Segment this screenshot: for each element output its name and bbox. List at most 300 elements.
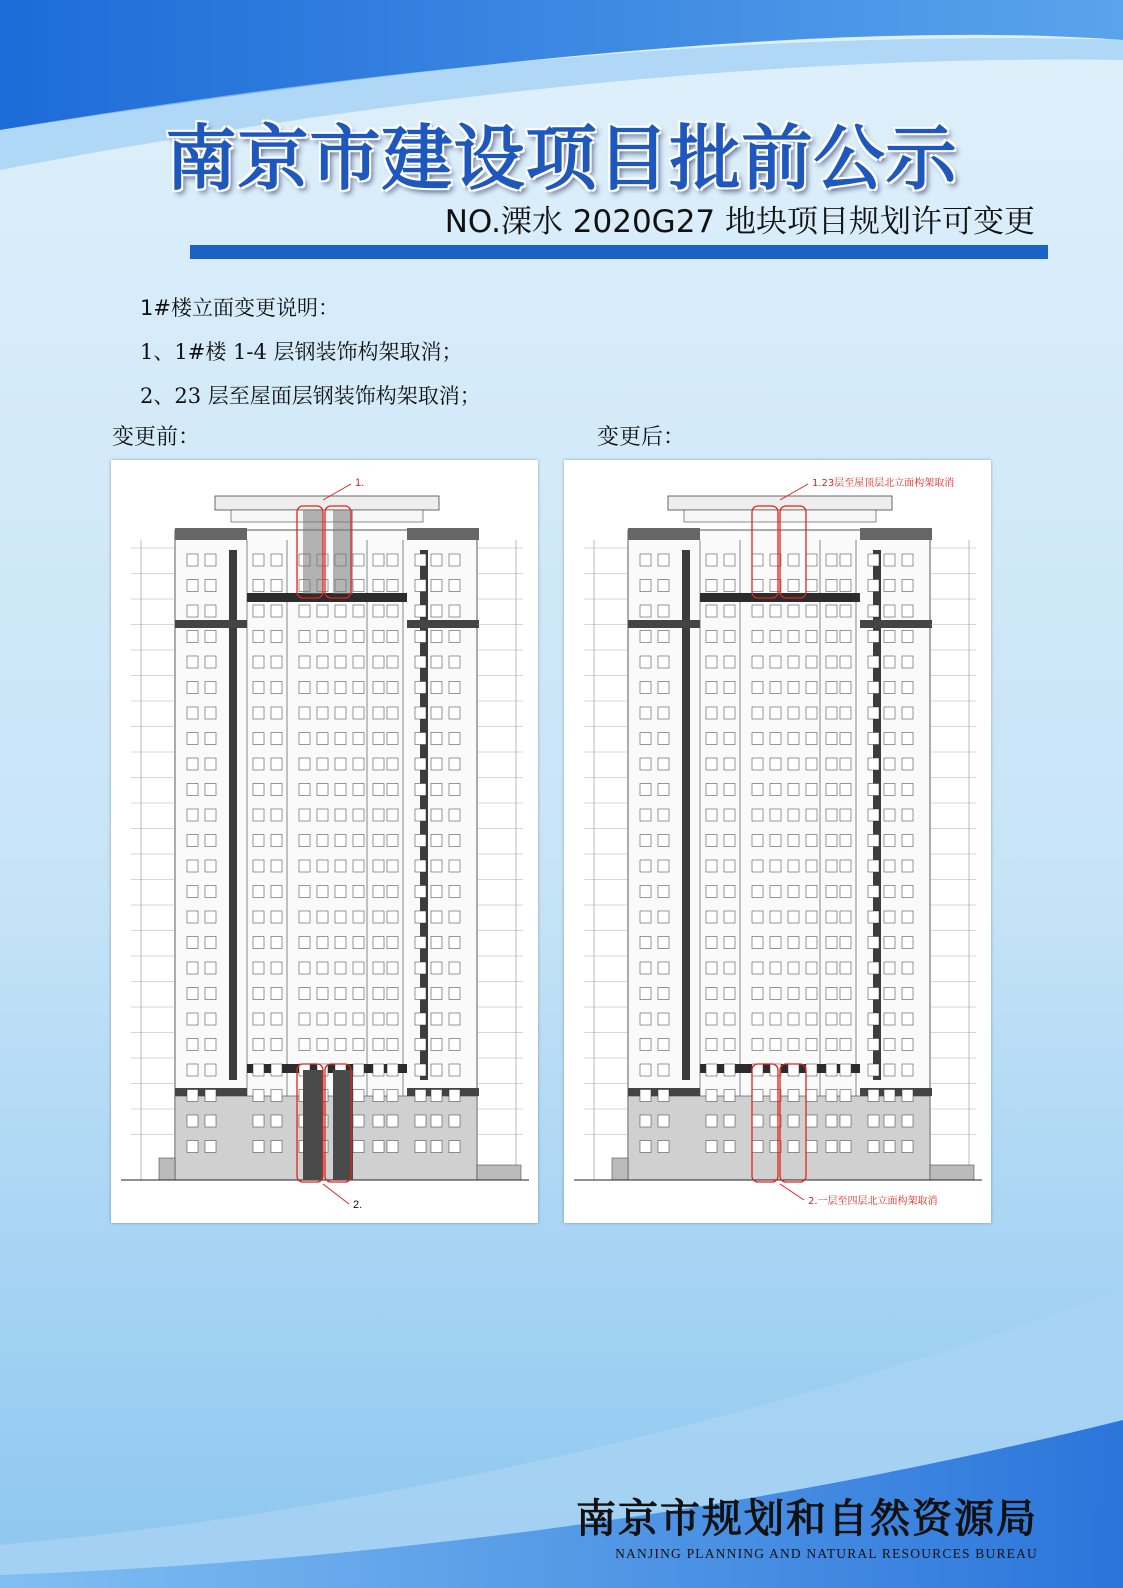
window xyxy=(770,1115,781,1127)
window xyxy=(884,1064,895,1076)
window xyxy=(658,605,669,617)
window xyxy=(788,1013,799,1025)
window xyxy=(373,911,384,923)
window xyxy=(431,1013,442,1025)
window xyxy=(317,937,328,949)
window xyxy=(353,962,364,974)
window xyxy=(431,758,442,770)
window xyxy=(187,758,198,770)
window xyxy=(449,733,460,745)
window xyxy=(271,1141,282,1153)
window xyxy=(658,1115,669,1127)
window xyxy=(826,860,837,872)
window xyxy=(868,554,879,566)
window xyxy=(449,835,460,847)
window xyxy=(640,605,651,617)
window xyxy=(868,1039,879,1051)
window xyxy=(658,962,669,974)
window xyxy=(724,707,735,719)
window xyxy=(706,1039,717,1051)
window xyxy=(788,733,799,745)
window xyxy=(840,784,851,796)
window xyxy=(806,911,817,923)
window xyxy=(724,1064,735,1076)
window xyxy=(415,554,426,566)
window xyxy=(884,631,895,643)
window xyxy=(868,1090,879,1102)
window xyxy=(640,1013,651,1025)
window xyxy=(387,860,398,872)
window xyxy=(449,1141,460,1153)
window xyxy=(449,962,460,974)
window xyxy=(253,911,264,923)
window xyxy=(770,1013,781,1025)
window xyxy=(415,962,426,974)
window xyxy=(902,1013,913,1025)
window xyxy=(253,1039,264,1051)
window xyxy=(415,835,426,847)
window xyxy=(187,988,198,1000)
window xyxy=(449,988,460,1000)
window xyxy=(658,682,669,694)
podium xyxy=(628,1096,930,1180)
upper-band-left xyxy=(628,620,700,628)
window xyxy=(317,1013,328,1025)
window xyxy=(752,784,763,796)
window xyxy=(840,937,851,949)
window xyxy=(770,1090,781,1102)
entry-right xyxy=(477,1165,521,1180)
window xyxy=(884,1115,895,1127)
window xyxy=(640,988,651,1000)
window xyxy=(752,1039,763,1051)
window xyxy=(317,1039,328,1051)
window xyxy=(205,580,216,592)
window xyxy=(317,860,328,872)
window xyxy=(788,580,799,592)
window xyxy=(299,605,310,617)
window xyxy=(640,554,651,566)
window xyxy=(387,1115,398,1127)
window xyxy=(770,860,781,872)
window xyxy=(868,1013,879,1025)
window xyxy=(205,605,216,617)
window xyxy=(640,656,651,668)
window xyxy=(884,784,895,796)
window xyxy=(415,707,426,719)
window xyxy=(640,1090,651,1102)
window xyxy=(449,631,460,643)
window xyxy=(840,733,851,745)
upper-band-right xyxy=(407,620,479,628)
window xyxy=(788,809,799,821)
window xyxy=(373,1090,384,1102)
window xyxy=(868,860,879,872)
window xyxy=(868,835,879,847)
window xyxy=(431,784,442,796)
window xyxy=(187,809,198,821)
window xyxy=(205,809,216,821)
podium xyxy=(175,1096,477,1180)
window xyxy=(431,682,442,694)
window xyxy=(205,1141,216,1153)
window xyxy=(902,1141,913,1153)
window xyxy=(706,580,717,592)
window xyxy=(658,835,669,847)
window xyxy=(706,554,717,566)
window xyxy=(724,1013,735,1025)
window xyxy=(431,988,442,1000)
window xyxy=(415,733,426,745)
window xyxy=(271,809,282,821)
window xyxy=(187,656,198,668)
window xyxy=(271,682,282,694)
window xyxy=(373,682,384,694)
window xyxy=(415,631,426,643)
window xyxy=(415,937,426,949)
window xyxy=(884,988,895,1000)
window xyxy=(271,1039,282,1051)
window xyxy=(449,554,460,566)
window xyxy=(205,988,216,1000)
elevation-svg-before xyxy=(111,460,538,1223)
window xyxy=(788,656,799,668)
window xyxy=(706,707,717,719)
window xyxy=(752,733,763,745)
window xyxy=(840,809,851,821)
window xyxy=(299,886,310,898)
window xyxy=(271,911,282,923)
window xyxy=(752,911,763,923)
window xyxy=(271,835,282,847)
window xyxy=(826,656,837,668)
window xyxy=(826,1141,837,1153)
window xyxy=(299,758,310,770)
window xyxy=(868,707,879,719)
window xyxy=(840,962,851,974)
window xyxy=(415,1064,426,1076)
window xyxy=(840,682,851,694)
window xyxy=(415,1115,426,1127)
window xyxy=(902,911,913,923)
window xyxy=(826,605,837,617)
steel-frame-bottom xyxy=(333,1070,353,1180)
window xyxy=(335,758,346,770)
window xyxy=(806,1115,817,1127)
window xyxy=(884,886,895,898)
window xyxy=(724,682,735,694)
window xyxy=(884,733,895,745)
window xyxy=(902,1039,913,1051)
window xyxy=(868,962,879,974)
left-parapet xyxy=(175,528,247,540)
window xyxy=(271,1013,282,1025)
window xyxy=(826,809,837,821)
window xyxy=(788,988,799,1000)
window xyxy=(271,580,282,592)
window xyxy=(373,707,384,719)
window xyxy=(415,784,426,796)
window xyxy=(706,835,717,847)
window xyxy=(770,554,781,566)
window xyxy=(640,1115,651,1127)
window xyxy=(205,860,216,872)
window xyxy=(640,1039,651,1051)
window xyxy=(706,682,717,694)
window xyxy=(373,1141,384,1153)
bureau-name-en: NANJING PLANNING AND NATURAL RESOURCES BUREAU xyxy=(615,1546,1038,1561)
window xyxy=(387,1064,398,1076)
window xyxy=(431,1064,442,1076)
steel-frame-top xyxy=(333,510,353,594)
window xyxy=(353,605,364,617)
window xyxy=(884,1013,895,1025)
window xyxy=(724,809,735,821)
window xyxy=(752,962,763,974)
elevation-svg-after xyxy=(564,460,991,1223)
window xyxy=(840,835,851,847)
window xyxy=(317,809,328,821)
window xyxy=(868,1115,879,1127)
window xyxy=(335,835,346,847)
window xyxy=(806,605,817,617)
window xyxy=(806,937,817,949)
window xyxy=(353,580,364,592)
window xyxy=(788,758,799,770)
window xyxy=(387,656,398,668)
window xyxy=(187,605,198,617)
window xyxy=(826,886,837,898)
window xyxy=(373,1013,384,1025)
window xyxy=(253,988,264,1000)
window xyxy=(353,1141,364,1153)
window xyxy=(902,835,913,847)
window xyxy=(387,605,398,617)
window xyxy=(353,758,364,770)
window xyxy=(770,580,781,592)
window xyxy=(271,631,282,643)
before-elevation-drawing xyxy=(111,460,538,1223)
window xyxy=(317,682,328,694)
steel-frame-top xyxy=(303,510,323,594)
window xyxy=(317,605,328,617)
window xyxy=(658,733,669,745)
window xyxy=(431,1115,442,1127)
window xyxy=(752,886,763,898)
window xyxy=(902,784,913,796)
window xyxy=(640,809,651,821)
window xyxy=(788,631,799,643)
window xyxy=(902,809,913,821)
window xyxy=(387,758,398,770)
window xyxy=(415,860,426,872)
window xyxy=(658,937,669,949)
window xyxy=(658,1090,669,1102)
window xyxy=(658,988,669,1000)
window xyxy=(415,911,426,923)
window xyxy=(706,733,717,745)
window xyxy=(658,911,669,923)
window xyxy=(353,886,364,898)
window xyxy=(299,656,310,668)
window xyxy=(415,605,426,617)
window xyxy=(387,911,398,923)
window xyxy=(724,886,735,898)
window xyxy=(770,733,781,745)
window xyxy=(868,656,879,668)
window xyxy=(840,911,851,923)
window xyxy=(449,784,460,796)
window xyxy=(788,1039,799,1051)
window xyxy=(868,809,879,821)
window xyxy=(724,758,735,770)
window xyxy=(806,758,817,770)
window xyxy=(788,886,799,898)
window xyxy=(658,656,669,668)
window xyxy=(884,962,895,974)
window xyxy=(752,937,763,949)
notes-item-1: 1、1#楼 1-4 层钢装饰构架取消； xyxy=(140,340,463,364)
window xyxy=(335,1039,346,1051)
window xyxy=(205,937,216,949)
window xyxy=(826,911,837,923)
window xyxy=(299,1039,310,1051)
window xyxy=(706,962,717,974)
window xyxy=(271,988,282,1000)
window xyxy=(724,580,735,592)
window xyxy=(658,809,669,821)
window xyxy=(387,631,398,643)
window xyxy=(752,860,763,872)
window xyxy=(431,1141,442,1153)
window xyxy=(373,937,384,949)
window xyxy=(449,682,460,694)
marker-bottom: 2. xyxy=(353,1199,363,1211)
window xyxy=(253,554,264,566)
window xyxy=(353,554,364,566)
window xyxy=(187,1064,198,1076)
window xyxy=(187,554,198,566)
window xyxy=(826,733,837,745)
window xyxy=(884,835,895,847)
window xyxy=(724,1039,735,1051)
window xyxy=(826,554,837,566)
window xyxy=(449,605,460,617)
window xyxy=(902,886,913,898)
window xyxy=(658,758,669,770)
window xyxy=(840,1090,851,1102)
window xyxy=(253,784,264,796)
window xyxy=(640,682,651,694)
window xyxy=(770,707,781,719)
window xyxy=(706,1141,717,1153)
window xyxy=(706,988,717,1000)
window xyxy=(299,860,310,872)
window xyxy=(724,605,735,617)
window xyxy=(752,605,763,617)
window xyxy=(902,580,913,592)
notes-item-2: 2、23 层至屋面层钢装饰构架取消； xyxy=(140,384,481,408)
window xyxy=(205,1013,216,1025)
window xyxy=(770,1141,781,1153)
window xyxy=(205,1039,216,1051)
notes-heading: 1#楼立面变更说明： xyxy=(140,296,339,320)
window xyxy=(724,784,735,796)
window xyxy=(752,988,763,1000)
window xyxy=(271,605,282,617)
window xyxy=(640,1064,651,1076)
window xyxy=(752,580,763,592)
window xyxy=(253,580,264,592)
window xyxy=(868,682,879,694)
window xyxy=(706,1115,717,1127)
window xyxy=(431,835,442,847)
window xyxy=(317,962,328,974)
window xyxy=(902,605,913,617)
after-label: 变更后： xyxy=(597,425,686,450)
window xyxy=(253,962,264,974)
roof-frieze xyxy=(231,510,423,522)
window xyxy=(335,937,346,949)
window xyxy=(724,554,735,566)
window xyxy=(706,1064,717,1076)
window xyxy=(706,631,717,643)
annotation-top: 1.23层至屋顶层北立面构架取消 xyxy=(812,478,955,489)
window xyxy=(770,911,781,923)
window xyxy=(752,1013,763,1025)
window xyxy=(724,656,735,668)
window xyxy=(271,656,282,668)
window xyxy=(387,988,398,1000)
window xyxy=(187,1115,198,1127)
window xyxy=(449,1090,460,1102)
window xyxy=(253,733,264,745)
window xyxy=(788,554,799,566)
window xyxy=(353,988,364,1000)
window xyxy=(253,656,264,668)
upper-band xyxy=(247,593,407,602)
window xyxy=(353,682,364,694)
window xyxy=(658,1141,669,1153)
window xyxy=(449,1013,460,1025)
window xyxy=(415,886,426,898)
footer-logo xyxy=(576,1487,1038,1562)
window xyxy=(658,1039,669,1051)
window xyxy=(806,1039,817,1051)
window xyxy=(806,656,817,668)
window xyxy=(299,962,310,974)
window xyxy=(353,656,364,668)
window xyxy=(387,554,398,566)
window xyxy=(373,631,384,643)
window xyxy=(387,733,398,745)
window xyxy=(770,809,781,821)
window xyxy=(271,758,282,770)
window xyxy=(373,809,384,821)
window xyxy=(902,758,913,770)
window xyxy=(752,835,763,847)
window xyxy=(317,631,328,643)
window xyxy=(884,860,895,872)
window xyxy=(317,886,328,898)
window xyxy=(826,988,837,1000)
window xyxy=(806,784,817,796)
window xyxy=(373,580,384,592)
window xyxy=(187,682,198,694)
window xyxy=(187,911,198,923)
title-divider xyxy=(190,245,1048,259)
window xyxy=(205,835,216,847)
